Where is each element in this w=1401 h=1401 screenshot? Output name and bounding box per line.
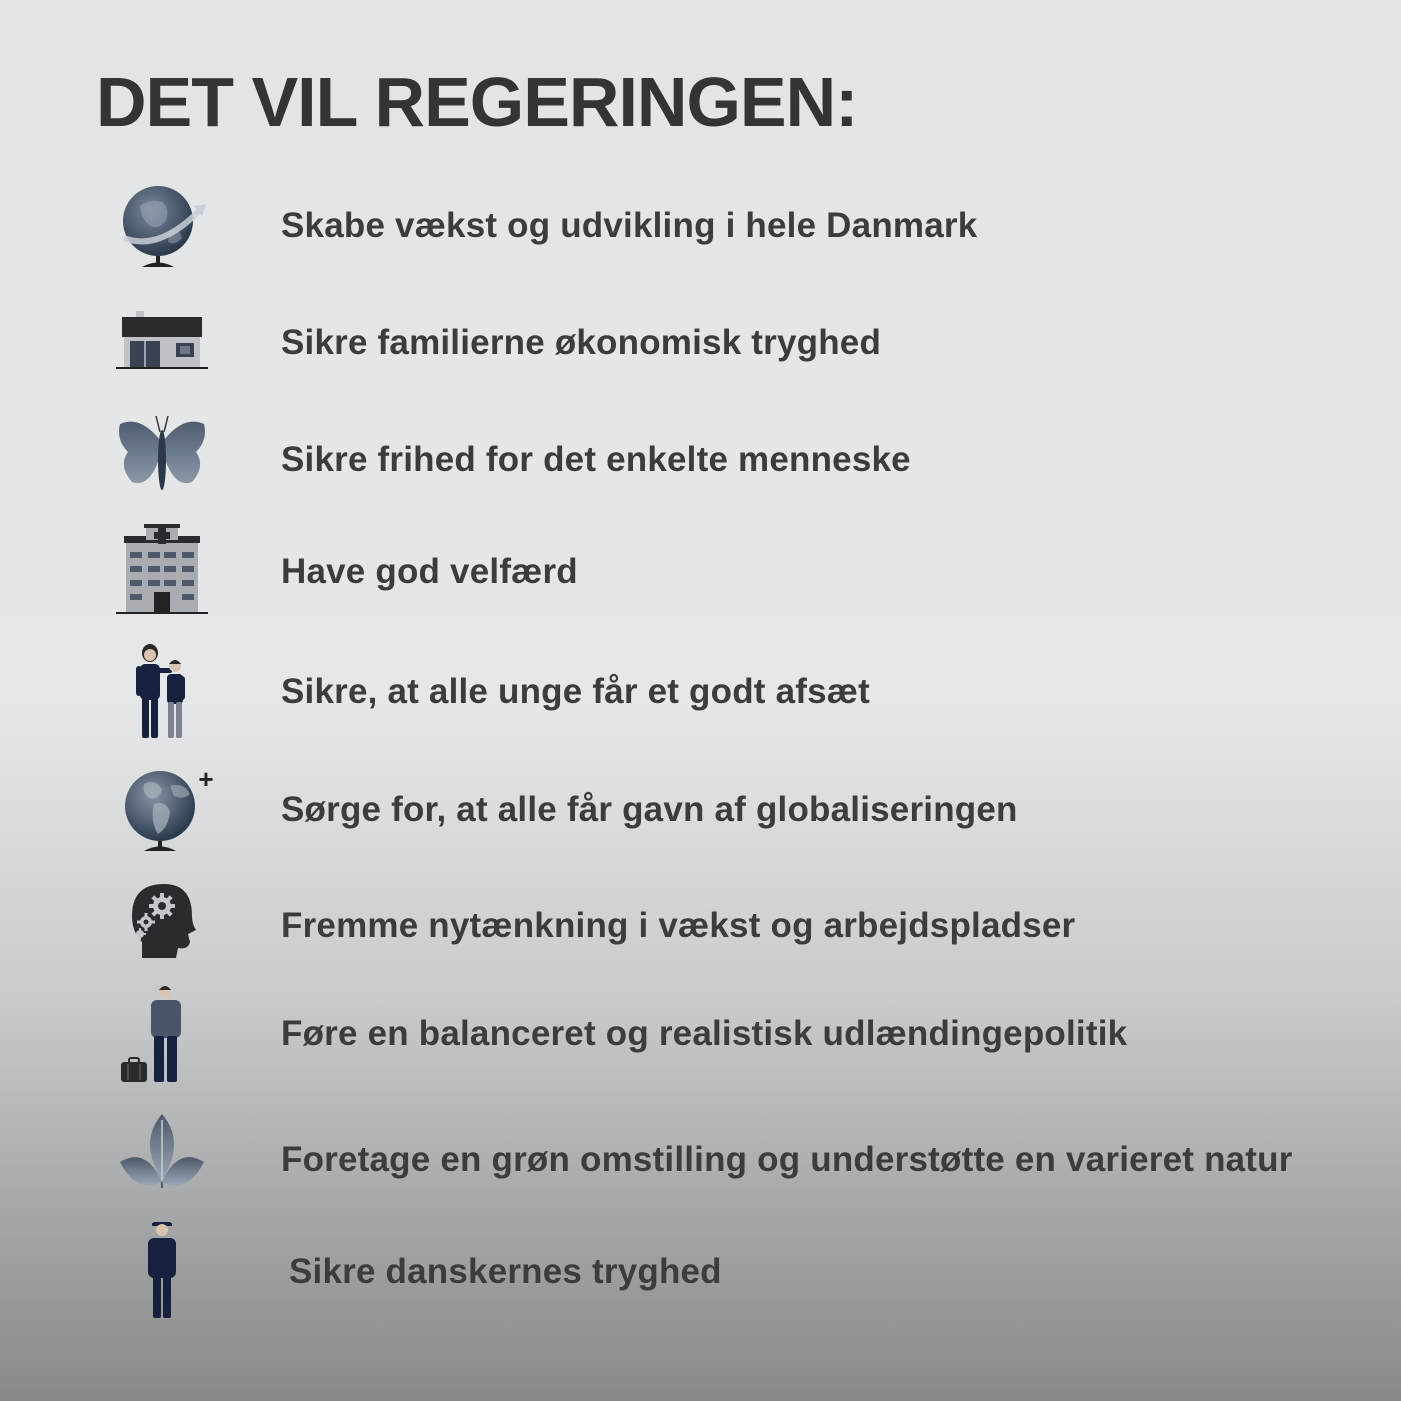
police-officer-icon bbox=[110, 1222, 214, 1322]
item-label: Sørge for, at alle får gavn af globaliseringen bbox=[281, 790, 1018, 829]
list-item bbox=[0, 1110, 1401, 1210]
globe-plus-icon bbox=[110, 760, 214, 860]
head-gears-icon bbox=[110, 876, 214, 976]
item-label: Have god velfærd bbox=[281, 552, 578, 591]
item-label: Skabe vækst og udvikling i hele Danmark bbox=[281, 206, 978, 245]
leaves-icon bbox=[110, 1110, 214, 1210]
item-label: Føre en balanceret og realistisk udlændingepolitik bbox=[281, 1014, 1128, 1053]
house-icon bbox=[110, 293, 214, 393]
list-item bbox=[0, 1222, 1401, 1322]
list-item bbox=[0, 522, 1401, 622]
list-item bbox=[0, 876, 1401, 976]
butterfly-icon bbox=[110, 410, 214, 510]
globe-growth-icon bbox=[110, 176, 214, 276]
item-label: Fremme nytænkning i vækst og arbejdspladser bbox=[281, 906, 1076, 945]
page-title: DET VIL REGERINGEN: bbox=[96, 63, 858, 141]
list-item bbox=[0, 176, 1401, 276]
item-label: Sikre, at alle unge får et godt afsæt bbox=[281, 672, 870, 711]
item-label: Sikre frihed for det enkelte menneske bbox=[281, 440, 911, 479]
list-item bbox=[0, 642, 1401, 742]
list-item bbox=[0, 293, 1401, 393]
hospital-icon bbox=[110, 522, 214, 622]
list-item bbox=[0, 760, 1401, 860]
parent-child-icon bbox=[110, 642, 214, 742]
svg-text:+: + bbox=[198, 764, 214, 794]
list-item bbox=[0, 984, 1401, 1084]
item-label: Sikre familierne økonomisk tryghed bbox=[281, 323, 882, 362]
item-label: Foretage en grøn omstilling og understøtte en varieret natur bbox=[281, 1140, 1293, 1179]
traveler-icon bbox=[110, 984, 214, 1084]
item-label: Sikre danskernes tryghed bbox=[289, 1252, 722, 1291]
list-item bbox=[0, 410, 1401, 510]
